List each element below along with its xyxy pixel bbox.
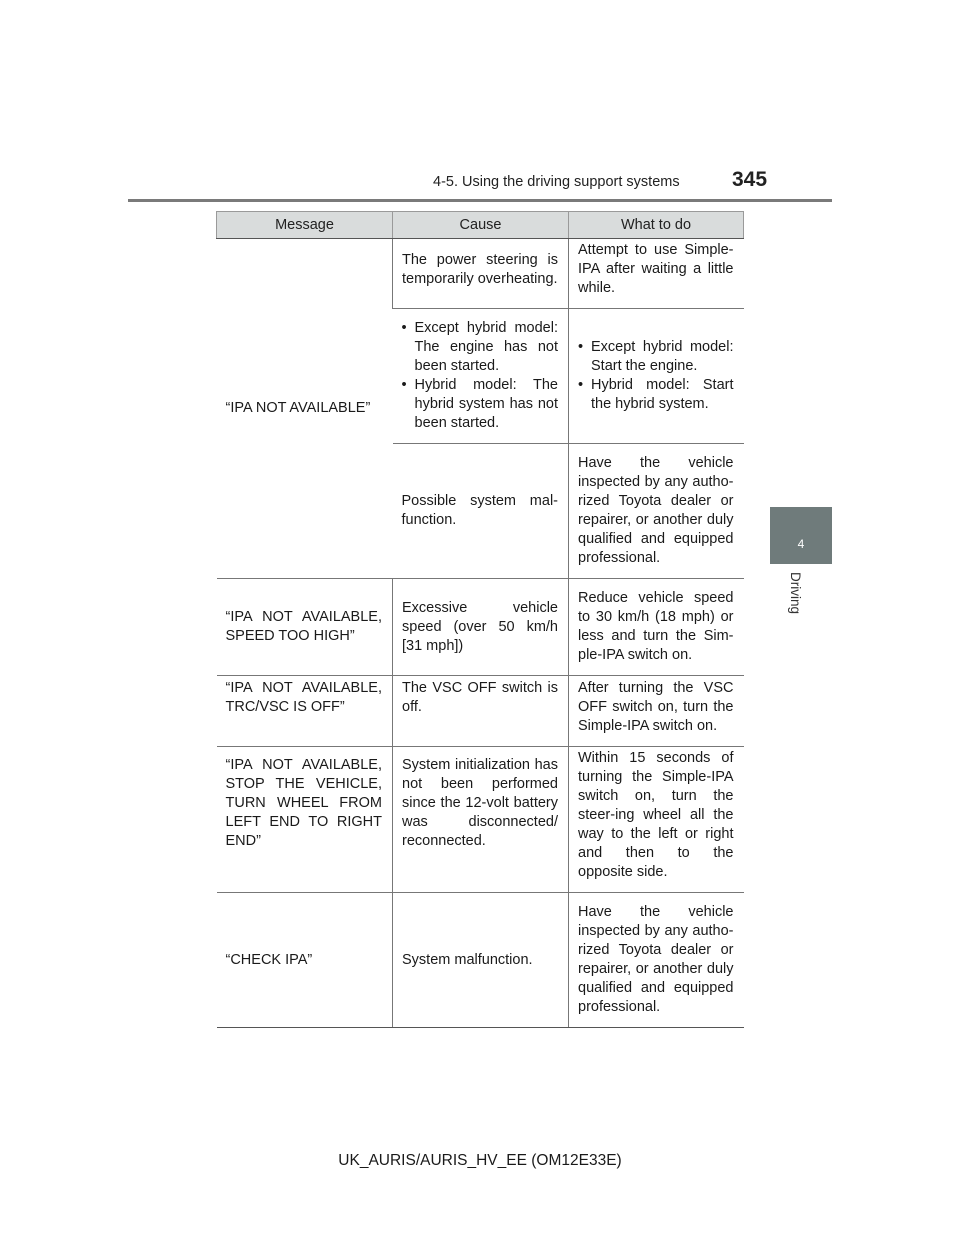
list-item: • Hybrid model: The hybrid system has not been started. xyxy=(402,376,559,433)
table-header-row xyxy=(217,212,744,239)
list-item: • Except hybrid model: The engine has not been started. xyxy=(402,319,559,376)
message-cell: “IPA NOT AVAILABLE” xyxy=(217,239,393,579)
table-row xyxy=(217,239,744,309)
what-to-do-cell: Have the vehicle inspected by any autho-rized Toyota dealer or repairer, or another duly qualified and equipped professional. xyxy=(569,444,744,579)
message-table xyxy=(216,211,744,1028)
column-header-message: Message xyxy=(217,212,393,239)
cause-cell: The VSC OFF switch is off. xyxy=(393,676,569,747)
cause-cell: System initialization has not been performed since the 12-volt battery was disconnected/ reconnected. xyxy=(393,747,569,893)
message-cell: “IPA NOT AVAILABLE, SPEED TOO HIGH” xyxy=(217,579,393,676)
message-cell: “IPA NOT AVAILABLE, TRC/VSC IS OFF” xyxy=(217,676,393,747)
table-row xyxy=(217,747,744,893)
cause-bullet-list xyxy=(402,319,559,433)
cause-cell: Excessive vehicle speed (over 50 km/h [31 mph]) xyxy=(393,579,569,676)
column-header-what-to-do: What to do xyxy=(569,212,744,239)
chapter-number: 4 xyxy=(797,537,805,551)
document-code: UK_AURIS/AURIS_HV_EE (OM12E33E) xyxy=(338,1152,622,1169)
what-to-do-cell xyxy=(569,309,744,444)
what-to-do-cell: Within 15 seconds of turning the Simple-IPA switch on, turn the steer-ing wheel all the way to the left or right and then to the opposite side. xyxy=(569,747,744,893)
column-header-cause: Cause xyxy=(393,212,569,239)
table-row xyxy=(217,676,744,747)
list-item: • Hybrid model: Start the hybrid system. xyxy=(578,376,734,414)
table-row xyxy=(217,579,744,676)
cause-cell: System malfunction. xyxy=(393,893,569,1028)
chapter-label xyxy=(772,572,832,622)
chapter-label-text: Driving xyxy=(788,572,803,615)
what-to-do-cell: Have the vehicle inspected by any autho-rized Toyota dealer or repairer, or another duly qualified and equipped professional. xyxy=(569,893,744,1028)
message-cell: “CHECK IPA” xyxy=(217,893,393,1028)
section-title: 4-5. Using the driving support systems xyxy=(433,174,680,190)
chapter-tab xyxy=(770,507,832,564)
what-to-do-bullet-list xyxy=(578,338,734,414)
cause-cell xyxy=(393,309,569,444)
page-number: 345 xyxy=(732,168,768,191)
what-to-do-cell: After turning the VSC OFF switch on, turn the Simple-IPA switch on. xyxy=(569,676,744,747)
what-to-do-cell: Attempt to use Simple-IPA after waiting a little while. xyxy=(569,239,744,309)
header-rule xyxy=(128,199,832,202)
what-to-do-cell: Reduce vehicle speed to 30 km/h (18 mph) or less and turn the Sim-ple-IPA switch on. xyxy=(569,579,744,676)
list-item: • Except hybrid model: Start the engine. xyxy=(578,338,734,376)
table-row xyxy=(217,893,744,1028)
cause-cell: Possible system mal-function. xyxy=(393,444,569,579)
cause-cell: The power steering is temporarily overheating. xyxy=(393,239,569,309)
message-cell: “IPA NOT AVAILABLE, STOP THE VEHICLE, TURN WHEEL FROM LEFT END TO RIGHT END” xyxy=(217,747,393,893)
